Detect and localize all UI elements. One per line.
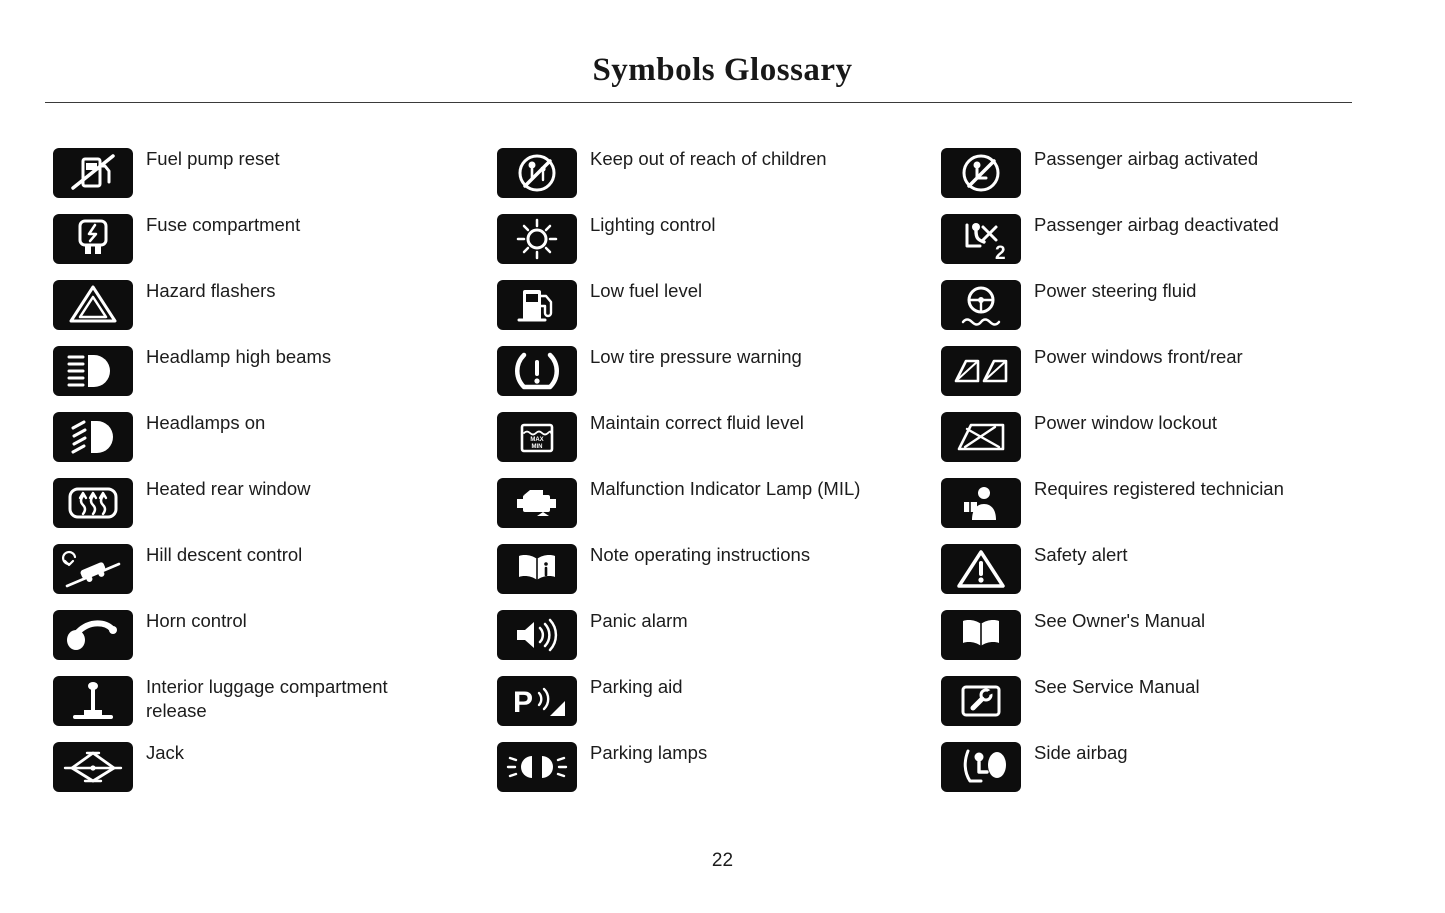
headlamp-high-beams-icon [53, 346, 133, 396]
svg-text:2: 2 [995, 243, 1006, 264]
power-window-lockout-icon [941, 412, 1021, 462]
glossary-item-label: Headlamps on [146, 412, 266, 433]
glossary-item [53, 478, 445, 528]
glossary-item [53, 148, 445, 198]
glossary-item [497, 280, 907, 330]
glossary-item-label: Heated rear window [146, 478, 311, 499]
glossary-column-1 [53, 148, 445, 792]
glossary-item-label: Parking lamps [590, 742, 708, 763]
glossary-item [941, 280, 1361, 330]
low-fuel-level-icon [497, 280, 577, 330]
glossary-item-label: Fuel pump reset [146, 148, 280, 169]
glossary-item-label: Safety alert [1034, 544, 1128, 565]
glossary-item-label: Parking aid [590, 676, 683, 697]
fuel-pump-reset-icon [53, 148, 133, 198]
power-steering-fluid-icon [941, 280, 1021, 330]
low-tire-pressure-warning-icon [497, 346, 577, 396]
hazard-flashers-icon [53, 280, 133, 330]
requires-registered-technician-icon [941, 478, 1021, 528]
glossary-item [497, 478, 907, 528]
glossary-item-label: Malfunction Indicator Lamp (MIL) [590, 478, 861, 499]
glossary-item [497, 544, 907, 594]
keep-out-of-reach-of-children-icon [497, 148, 577, 198]
glossary-item [53, 544, 445, 594]
page-number: 22 [711, 850, 734, 871]
interior-luggage-compartment-release-icon [53, 676, 133, 726]
glossary-item [941, 610, 1361, 660]
glossary-item [497, 610, 907, 660]
safety-alert-icon [941, 544, 1021, 594]
glossary-item-label: Note operating instructions [590, 544, 811, 565]
horn-control-icon [53, 610, 133, 660]
glossary-item-label: Lighting control [590, 214, 716, 235]
glossary-item-label: Low tire pressure warning [590, 346, 802, 367]
title-divider [45, 102, 1352, 103]
see-service-manual-icon [941, 676, 1021, 726]
glossary-item [53, 346, 445, 396]
hill-descent-control-icon [53, 544, 133, 594]
glossary-item-label: Hill descent control [146, 544, 303, 565]
glossary-item-label: Passenger airbag activated [1034, 148, 1259, 169]
panic-alarm-icon [497, 610, 577, 660]
glossary-item-label: Power window lockout [1034, 412, 1218, 433]
glossary-item [941, 412, 1361, 462]
glossary-item-label: Keep out of reach of children [590, 148, 827, 169]
glossary-item [941, 214, 1361, 264]
glossary-item-label: Panic alarm [590, 610, 688, 631]
malfunction-indicator-lamp-icon [497, 478, 577, 528]
svg-text:MAX: MAX [530, 437, 544, 443]
heated-rear-window-icon [53, 478, 133, 528]
svg-text:P: P [513, 686, 534, 719]
glossary-item [941, 742, 1361, 792]
glossary-item [53, 280, 445, 330]
glossary-item-label: Fuse compartment [146, 214, 301, 235]
glossary-item [497, 346, 907, 396]
glossary-item [497, 214, 907, 264]
fuse-compartment-icon [53, 214, 133, 264]
glossary-item [941, 478, 1361, 528]
glossary-item-label: Power steering fluid [1034, 280, 1197, 301]
glossary-item-label: Headlamp high beams [146, 346, 332, 367]
note-operating-instructions-icon [497, 544, 577, 594]
glossary-item-label: Requires registered technician [1034, 478, 1284, 499]
glossary-item-label: Hazard flashers [146, 280, 276, 301]
power-windows-front-rear-icon [941, 346, 1021, 396]
lighting-control-icon [497, 214, 577, 264]
glossary-item [53, 676, 445, 726]
see-owners-manual-icon [941, 610, 1021, 660]
glossary-item [941, 676, 1361, 726]
passenger-airbag-deactivated-icon [941, 214, 1021, 264]
glossary-item [53, 214, 445, 264]
glossary-item [497, 676, 907, 726]
glossary-item [497, 412, 907, 462]
page-title: Symbols Glossary [592, 52, 853, 88]
parking-lamps-icon [497, 742, 577, 792]
glossary-item-label: Power windows front/rear [1034, 346, 1243, 367]
glossary-item-label: Side airbag [1034, 742, 1128, 763]
glossary-item [53, 412, 445, 462]
glossary-item-label: Horn control [146, 610, 247, 631]
jack-icon [53, 742, 133, 792]
maintain-correct-fluid-level-icon [497, 412, 577, 462]
glossary-column-2 [497, 148, 907, 792]
glossary-item-label: Maintain correct fluid level [590, 412, 804, 433]
side-airbag-icon [941, 742, 1021, 792]
headlamps-on-icon [53, 412, 133, 462]
glossary-item [941, 544, 1361, 594]
passenger-airbag-activated-icon [941, 148, 1021, 198]
glossary-item-label: Jack [146, 742, 185, 763]
svg-text:MIN: MIN [531, 444, 543, 450]
glossary-item-label: Low fuel level [590, 280, 703, 301]
glossary-item-label: Passenger airbag deactivated [1034, 214, 1279, 235]
glossary-item-label: See Service Manual [1034, 676, 1200, 697]
parking-aid-icon [497, 676, 577, 726]
glossary-item [53, 742, 445, 792]
glossary-item [497, 742, 907, 792]
glossary-column-3 [941, 148, 1361, 792]
glossary-item [53, 610, 445, 660]
glossary-item [941, 346, 1361, 396]
glossary-item-label: See Owner's Manual [1034, 610, 1206, 631]
glossary-item [941, 148, 1361, 198]
glossary-item [497, 148, 907, 198]
glossary-item-label: Interior luggage compartment release [146, 676, 388, 722]
